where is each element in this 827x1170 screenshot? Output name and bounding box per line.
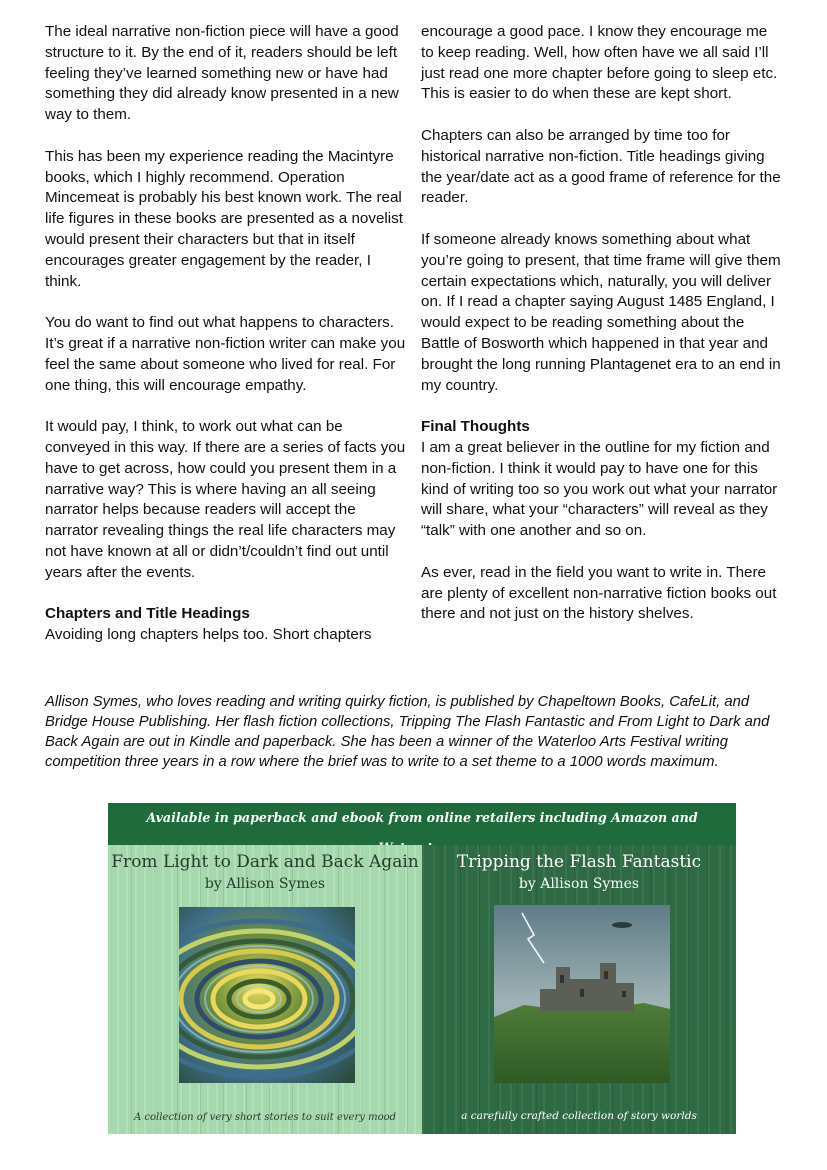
article-left-column [45, 22, 407, 646]
section-heading: Final Thoughts [421, 418, 530, 436]
advert-banner: Available in paperback and ebook from online retailers including Amazon and [108, 803, 736, 845]
book-tagline: A collection of very short stories to suit every mood [133, 1112, 397, 1123]
book-author: by Allison Symes [518, 876, 640, 892]
castle-cover-image [494, 905, 670, 1083]
paragraph: If someone already knows something about what you’re going to present, that time frame will give them certain expectations which, naturally, you will deliver on. If I read a chapter saying August 1485 England, I would expect to be reading something about the Battle of Bosworth which happened in that year and brought the long running Plantagenet era to an end in my country. [421, 230, 781, 394]
book-title: Tripping the Flash Fantastic [456, 852, 702, 872]
author-bio: Allison Symes, who loves reading and writing quirky fiction, is published by Chapeltown Books, CafeLit, and Bridge House Publishing. Her flash fiction collections, Tripping The Flash Fantastic and From Light to Dark and Back Again are out in Kindle and paperback. She has been a winner of the Waterloo Arts Festival writing competition three years in a row where the brief was to write to a set theme to a 1000 words maximum. [45, 694, 770, 770]
book-advert [108, 803, 736, 1134]
section-heading: Chapters and Title Headings [45, 605, 250, 623]
book-title: From Light to Dark and Back Again [111, 852, 419, 872]
book-tagline: a carefully crafted collection of story worlds [461, 1110, 697, 1122]
paragraph: This has been my experience reading the Macintyre books, which I highly recommend. Operation Mincemeat is probably his best known work. The real life figures in these books are presented as a novelist would present their characters but that in itself encourages greater engagement by the reader, I think. [45, 147, 403, 290]
paragraph: encourage a good pace. I know they encourage me to keep reading. Well, how often have we all said I’ll just read one more chapter before going to sleep etc. This is easier to do when these are kept short. [421, 23, 778, 103]
paragraph: The ideal narrative non-fiction piece will have a good structure to it. By the end of it, readers should be left feeling they’ve learned something new or have had something they did already know presented in a new way to them. [45, 23, 399, 124]
book-panel-flash-fantastic [422, 845, 736, 1134]
paragraph: Chapters can also be arranged by time too for historical narrative non-fiction. Title headings giving the year/date act as a good frame of reference for the reader. [421, 126, 781, 207]
book-panel-light-to-dark [108, 845, 422, 1134]
paragraph: Avoiding long chapters helps too. Short chapters [45, 626, 372, 644]
book-author: by Allison Symes [204, 876, 326, 892]
ripple-cover-image [179, 907, 355, 1083]
paragraph: As ever, read in the field you want to write in. There are plenty of excellent non-narrative fiction books out there and not just on the history shelves. [421, 563, 777, 623]
article-right-column [421, 22, 783, 625]
paragraph: It would pay, I think, to work out what can be conveyed in this way. If there are a series of facts you have to get across, how could you present them in a narrative way? This is where having an all seeing narrator helps because readers will accept the narrator revealing things the real life characters may not have known at all or didn’t/couldn’t find out until years after the events. [45, 418, 406, 581]
paragraph: I am a great believer in the outline for my fiction and non-fiction. I think it would pay to have one for this kind of writing too so you work out what your narrator will share, what your “characters” will reveal as they “talk” with one another and so on. [421, 438, 778, 540]
paragraph: You do want to find out what happens to characters. It’s great if a narrative non-fiction writer can make you feel the same about someone who lived for real. For one thing, this will encourage empathy. [45, 314, 406, 394]
